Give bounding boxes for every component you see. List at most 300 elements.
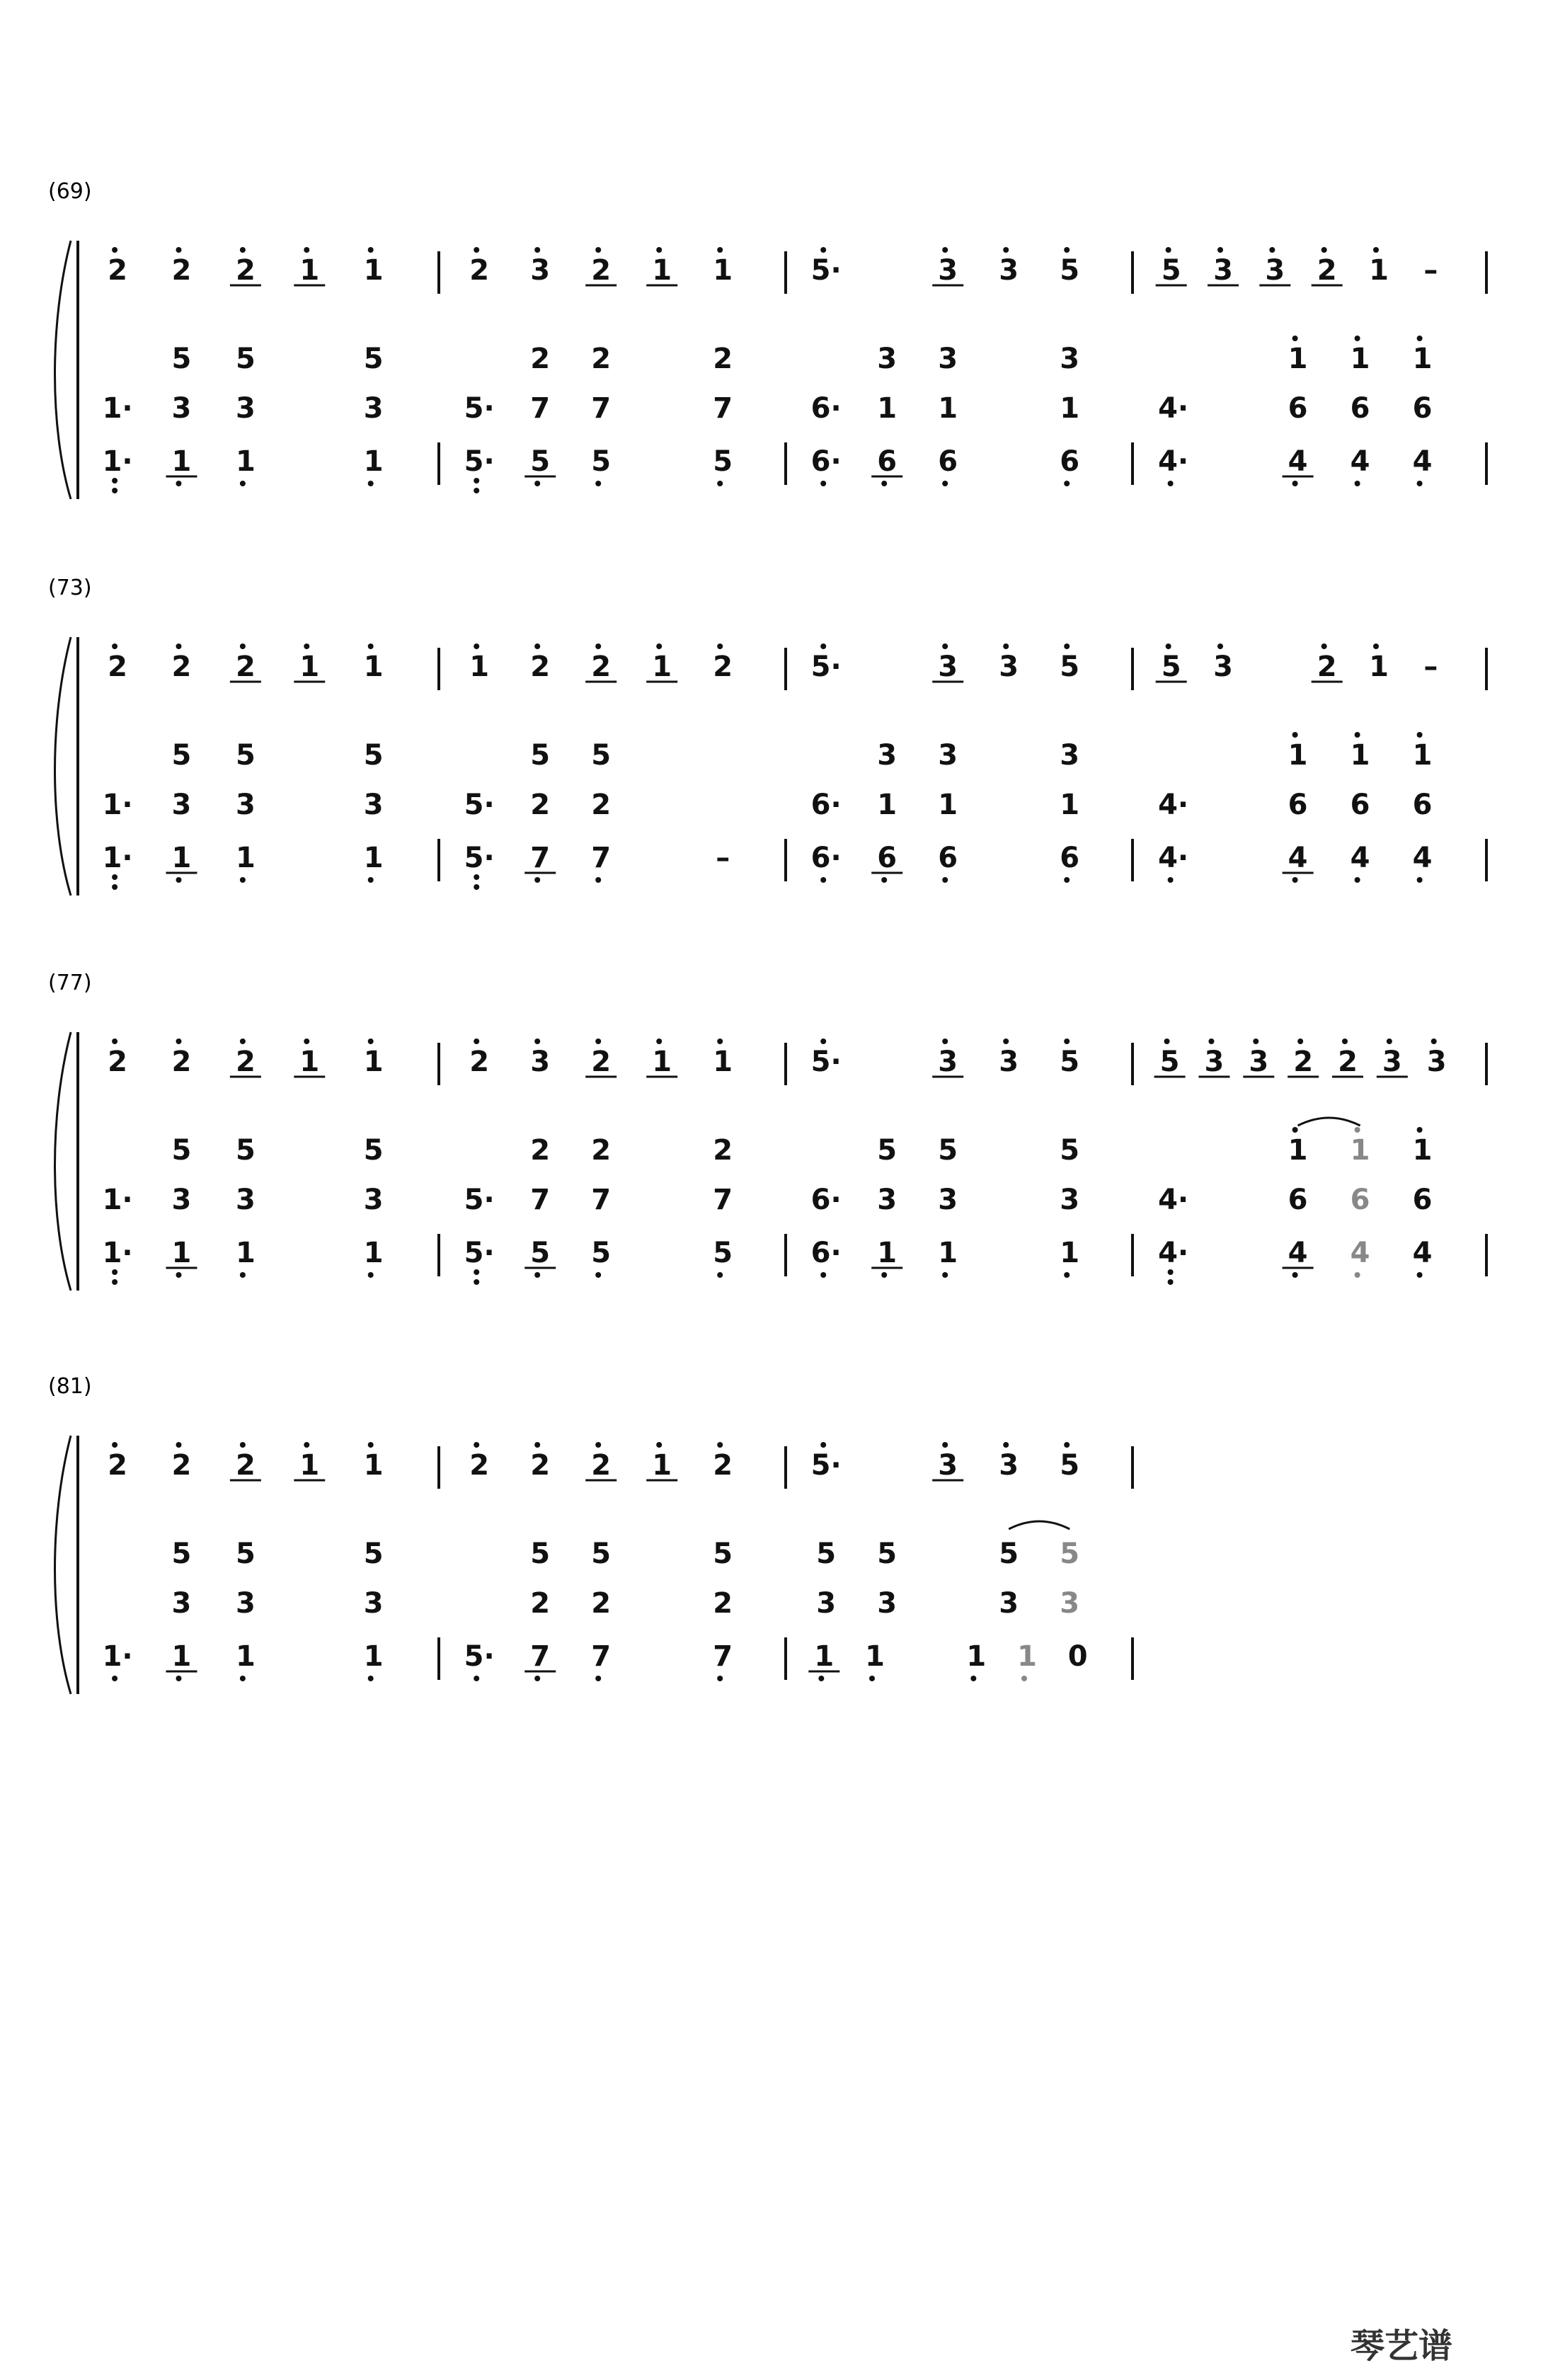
- note: 2: [530, 1587, 551, 1620]
- octave-dot: [474, 247, 479, 253]
- octave-dot: [240, 1676, 246, 1681]
- note: 3: [877, 739, 898, 772]
- octave-dot: [112, 1279, 117, 1285]
- note: 1: [469, 651, 490, 683]
- octave-dot: [240, 1272, 246, 1278]
- octave-dot: [595, 877, 601, 883]
- octave-dot: [820, 1039, 826, 1044]
- octave-dot: [176, 1442, 181, 1448]
- octave-dot: [1208, 1039, 1214, 1044]
- note: 3: [1060, 1184, 1080, 1216]
- note: 5: [235, 739, 256, 772]
- note: 1: [652, 254, 672, 287]
- octave-dot: [1064, 247, 1070, 253]
- note: 1·: [102, 842, 133, 874]
- note: 2: [235, 1046, 256, 1078]
- note: 4·: [1158, 1237, 1189, 1269]
- octave-dot: [942, 643, 948, 649]
- note: 5·: [464, 789, 495, 821]
- logo: [1351, 2326, 1452, 2366]
- note: 1: [171, 1237, 192, 1269]
- octave-dot: [368, 481, 374, 486]
- octave-dot: [112, 1269, 117, 1275]
- note: 3: [1382, 1046, 1402, 1078]
- note: 5: [591, 1538, 612, 1570]
- note: 3: [530, 1046, 551, 1078]
- octave-dot: [869, 1676, 875, 1681]
- note: 3: [877, 1587, 898, 1620]
- note: 2: [469, 254, 490, 287]
- note: 2: [108, 651, 128, 683]
- note: 5·: [464, 1640, 495, 1673]
- octave-dot: [304, 643, 309, 649]
- note: 2: [530, 1449, 551, 1482]
- note: 3: [877, 343, 898, 375]
- note: 5·: [464, 842, 495, 874]
- note: 1: [1060, 1237, 1080, 1269]
- note: 6: [1288, 1184, 1308, 1216]
- octave-dot: [304, 247, 309, 253]
- note: 1·: [102, 1237, 133, 1269]
- note: 6: [877, 445, 898, 478]
- system-number: (77): [48, 971, 92, 995]
- note: 1: [1060, 392, 1080, 425]
- note: 4·: [1158, 789, 1189, 821]
- octave-dot: [1373, 643, 1379, 649]
- note: 3: [171, 789, 192, 821]
- note: –: [1423, 651, 1438, 683]
- octave-dot: [1355, 877, 1360, 883]
- octave-dot: [534, 1039, 540, 1044]
- note: 4: [1350, 842, 1370, 874]
- note: 1: [363, 445, 384, 478]
- note: 5: [171, 343, 192, 375]
- octave-dot: [1417, 481, 1423, 486]
- note: 5: [530, 445, 551, 478]
- note: 2: [713, 651, 733, 683]
- note: 2: [235, 651, 256, 683]
- note: 1·: [102, 445, 133, 478]
- note: 2: [469, 1046, 490, 1078]
- note: 6: [1288, 392, 1308, 425]
- brace: [55, 637, 71, 896]
- note: 1: [713, 1046, 733, 1078]
- note: 2: [235, 254, 256, 287]
- octave-dot: [368, 1676, 374, 1681]
- note: 3: [999, 1587, 1019, 1620]
- note: 5: [816, 1538, 837, 1570]
- note: 2: [591, 343, 612, 375]
- note: 0: [1067, 1640, 1088, 1673]
- note: 1: [363, 254, 384, 287]
- note: 2: [591, 254, 612, 287]
- note: 7: [530, 1184, 551, 1216]
- note: 4·: [1158, 842, 1189, 874]
- note: 4: [1288, 1237, 1308, 1269]
- brace: [55, 241, 71, 499]
- note: 6: [1060, 445, 1080, 478]
- note: 6·: [810, 789, 842, 821]
- note: 7: [713, 1184, 733, 1216]
- note: 2: [591, 1449, 612, 1482]
- note: 1·: [102, 392, 133, 425]
- note: 3: [363, 1184, 384, 1216]
- note: 5: [591, 739, 612, 772]
- note: 5: [530, 1237, 551, 1269]
- note: 3: [938, 254, 958, 287]
- note: 6: [1060, 842, 1080, 874]
- note: 5: [1060, 254, 1080, 287]
- octave-dot: [656, 1039, 662, 1044]
- note: 1: [299, 651, 320, 683]
- note: 7: [713, 392, 733, 425]
- note: 1: [652, 1046, 672, 1078]
- octave-dot: [1292, 877, 1298, 883]
- octave-dot: [1064, 643, 1070, 649]
- octave-dot: [112, 247, 117, 253]
- note: 2: [530, 1134, 551, 1167]
- note: 3: [877, 1184, 898, 1216]
- octave-dot: [474, 884, 479, 890]
- note: 2: [1317, 254, 1337, 287]
- note: 1: [171, 842, 192, 874]
- system-number: (73): [48, 576, 92, 600]
- octave-dot: [474, 1269, 479, 1275]
- note: 1·: [102, 1184, 133, 1216]
- octave-dot: [1417, 336, 1423, 341]
- note: 1: [814, 1640, 835, 1673]
- octave-dot: [112, 1676, 117, 1681]
- note: 2: [108, 1449, 128, 1482]
- note: 6: [1350, 392, 1370, 425]
- note: 5: [1161, 254, 1181, 287]
- note: 1: [877, 789, 898, 821]
- note: 5·: [810, 1046, 842, 1078]
- octave-dot: [1003, 247, 1009, 253]
- octave-dot: [176, 1272, 181, 1278]
- note: 1: [235, 842, 256, 874]
- octave-dot: [240, 247, 246, 253]
- octave-dot: [970, 1676, 976, 1681]
- note: 6: [1412, 1184, 1433, 1216]
- octave-dot: [820, 877, 826, 883]
- note: 6: [1412, 392, 1433, 425]
- octave-dot: [656, 247, 662, 253]
- note: 1: [363, 651, 384, 683]
- octave-dot: [1355, 732, 1360, 738]
- octave-dot: [474, 1676, 479, 1681]
- note: 6: [1288, 789, 1308, 821]
- octave-dot: [656, 643, 662, 649]
- note: 1: [235, 1237, 256, 1269]
- note: 1: [363, 842, 384, 874]
- octave-dot: [534, 877, 540, 883]
- octave-dot: [1166, 643, 1171, 649]
- octave-dot: [1355, 481, 1360, 486]
- note: 5·: [464, 1237, 495, 1269]
- octave-dot: [1355, 1127, 1360, 1133]
- note: 1: [1412, 343, 1433, 375]
- note: 3: [1265, 254, 1285, 287]
- note: 1: [363, 1640, 384, 1673]
- note: 3: [816, 1587, 837, 1620]
- octave-dot: [1003, 1442, 1009, 1448]
- note: 5·: [810, 651, 842, 683]
- octave-dot: [474, 1442, 479, 1448]
- octave-dot: [1342, 1039, 1348, 1044]
- note: 1: [235, 445, 256, 478]
- note: 5: [363, 343, 384, 375]
- octave-dot: [1164, 1039, 1170, 1044]
- note: 5: [1161, 651, 1181, 683]
- octave-dot: [595, 1272, 601, 1278]
- octave-dot: [1064, 1442, 1070, 1448]
- octave-dot: [1217, 247, 1223, 253]
- note: 3: [999, 1046, 1019, 1078]
- note: 1: [713, 254, 733, 287]
- octave-dot: [176, 643, 181, 649]
- octave-dot: [1321, 247, 1327, 253]
- octave-dot: [717, 1272, 723, 1278]
- octave-dot: [240, 643, 246, 649]
- note: 1: [1060, 789, 1080, 821]
- note: 3: [530, 254, 551, 287]
- octave-dot: [595, 481, 601, 486]
- octave-dot: [1417, 1127, 1423, 1133]
- octave-dot: [717, 1039, 723, 1044]
- octave-dot: [1064, 481, 1070, 486]
- note: 6·: [810, 1237, 842, 1269]
- octave-dot: [595, 247, 601, 253]
- octave-dot: [240, 877, 246, 883]
- note: 5: [1060, 1449, 1080, 1482]
- octave-dot: [534, 643, 540, 649]
- octave-dot: [820, 247, 826, 253]
- note: 1: [171, 445, 192, 478]
- octave-dot: [942, 1272, 948, 1278]
- octave-dot: [1168, 877, 1174, 883]
- note: 3: [999, 651, 1019, 683]
- note: 2: [1338, 1046, 1358, 1078]
- note: 5: [713, 1237, 733, 1269]
- note: 1: [1369, 651, 1389, 683]
- note: 2: [591, 1587, 612, 1620]
- note: 2: [171, 1046, 192, 1078]
- note: 2: [713, 1134, 733, 1167]
- note: 3: [938, 343, 958, 375]
- note: 3: [171, 1587, 192, 1620]
- octave-dot: [942, 1039, 948, 1044]
- system-number: (81): [48, 1374, 92, 1399]
- note: 2: [1293, 1046, 1314, 1078]
- note: 1: [938, 789, 958, 821]
- note: 3: [363, 392, 384, 425]
- octave-dot: [176, 247, 181, 253]
- octave-dot: [1269, 247, 1275, 253]
- octave-dot: [595, 643, 601, 649]
- note: 4: [1288, 842, 1308, 874]
- octave-dot: [1292, 336, 1298, 341]
- note: 7: [591, 392, 612, 425]
- note: 1: [299, 1449, 320, 1482]
- octave-dot: [534, 481, 540, 486]
- note: 2: [235, 1449, 256, 1482]
- note: 5: [530, 1538, 551, 1570]
- note: 1: [1288, 739, 1308, 772]
- note: 3: [363, 789, 384, 821]
- note: 2: [171, 651, 192, 683]
- note: 3: [999, 254, 1019, 287]
- octave-dot: [1168, 481, 1174, 486]
- brace: [55, 1032, 71, 1291]
- octave-dot: [1003, 1039, 1009, 1044]
- note: 7: [591, 842, 612, 874]
- octave-dot: [881, 481, 887, 486]
- note: 5: [1159, 1046, 1180, 1078]
- octave-dot: [176, 1039, 181, 1044]
- octave-dot: [942, 247, 948, 253]
- note: 5: [363, 739, 384, 772]
- octave-dot: [112, 478, 117, 484]
- note: 4: [1412, 445, 1433, 478]
- note: 2: [171, 1449, 192, 1482]
- note: 2: [591, 789, 612, 821]
- octave-dot: [368, 643, 374, 649]
- note: 1: [877, 392, 898, 425]
- note: 5: [235, 1134, 256, 1167]
- note: –: [716, 842, 730, 874]
- octave-dot: [1292, 481, 1298, 486]
- note: 6: [1412, 789, 1433, 821]
- octave-dot: [474, 874, 479, 880]
- octave-dot: [368, 1272, 374, 1278]
- octave-dot: [1297, 1039, 1303, 1044]
- octave-dot: [942, 1442, 948, 1448]
- octave-dot: [534, 1442, 540, 1448]
- octave-dot: [112, 488, 117, 493]
- note: 6·: [810, 842, 842, 874]
- octave-dot: [474, 478, 479, 484]
- note: 3: [235, 1587, 256, 1620]
- octave-dot: [820, 1272, 826, 1278]
- octave-dot: [595, 1039, 601, 1044]
- octave-dot: [1064, 1039, 1070, 1044]
- note: 4: [1412, 842, 1433, 874]
- note: 1: [1369, 254, 1389, 287]
- octave-dot: [717, 643, 723, 649]
- note: 1: [1288, 343, 1308, 375]
- octave-dot: [1292, 1272, 1298, 1278]
- note: 3: [938, 739, 958, 772]
- octave-dot: [1168, 1269, 1174, 1275]
- note: –: [1423, 254, 1438, 287]
- note: 5: [938, 1134, 958, 1167]
- note: 2: [108, 254, 128, 287]
- octave-dot: [1373, 247, 1379, 253]
- octave-dot: [368, 1442, 374, 1448]
- note: 1: [1412, 739, 1433, 772]
- note: 5: [171, 1134, 192, 1167]
- note: 7: [713, 1640, 733, 1673]
- note: 2: [591, 1134, 612, 1167]
- note: 2: [108, 1046, 128, 1078]
- note: 6·: [810, 445, 842, 478]
- octave-dot: [942, 481, 948, 486]
- octave-dot: [474, 488, 479, 493]
- note: 1: [363, 1449, 384, 1482]
- note: 5: [171, 739, 192, 772]
- note: 4·: [1158, 392, 1189, 425]
- octave-dot: [304, 1039, 309, 1044]
- note: 6: [938, 842, 958, 874]
- note: 1: [966, 1640, 987, 1673]
- octave-dot: [112, 1039, 117, 1044]
- octave-dot: [1417, 1272, 1423, 1278]
- octave-dot: [368, 877, 374, 883]
- octave-dot: [534, 1676, 540, 1681]
- octave-dot: [474, 643, 479, 649]
- note: 3: [938, 1046, 958, 1078]
- note: 1: [938, 1237, 958, 1269]
- note: 1: [865, 1640, 885, 1673]
- note: 5·: [464, 392, 495, 425]
- octave-dot: [1431, 1039, 1437, 1044]
- note: 7: [591, 1184, 612, 1216]
- note: 5: [1060, 1538, 1080, 1570]
- note: 3: [1060, 343, 1080, 375]
- note: 5: [713, 1538, 733, 1570]
- note: 1: [235, 1640, 256, 1673]
- note: 3: [1060, 1587, 1080, 1620]
- note: 6: [1350, 789, 1370, 821]
- note: 2: [1317, 651, 1337, 683]
- octave-dot: [820, 643, 826, 649]
- octave-dot: [595, 1676, 601, 1681]
- note: 6: [877, 842, 898, 874]
- octave-dot: [474, 1039, 479, 1044]
- note: 7: [530, 1640, 551, 1673]
- note: 3: [1060, 739, 1080, 772]
- octave-dot: [1253, 1039, 1259, 1044]
- note: 3: [1213, 254, 1233, 287]
- note: 1·: [102, 1640, 133, 1673]
- note: 5: [999, 1538, 1019, 1570]
- note: 6: [938, 445, 958, 478]
- octave-dot: [368, 247, 374, 253]
- note: 5·: [810, 254, 842, 287]
- note: 1·: [102, 789, 133, 821]
- brace: [55, 1436, 71, 1694]
- note: 4·: [1158, 1184, 1189, 1216]
- note: 1: [877, 1237, 898, 1269]
- octave-dot: [881, 877, 887, 883]
- octave-dot: [820, 1442, 826, 1448]
- note: 3: [171, 1184, 192, 1216]
- note: 2: [171, 254, 192, 287]
- octave-dot: [176, 481, 181, 486]
- note: 3: [999, 1449, 1019, 1482]
- note: 4: [1350, 1237, 1370, 1269]
- octave-dot: [1321, 643, 1327, 649]
- note: 1: [1288, 1134, 1308, 1167]
- note: 1: [1350, 1134, 1370, 1167]
- octave-dot: [240, 1039, 246, 1044]
- note: 3: [235, 392, 256, 425]
- note: 5: [1060, 1046, 1080, 1078]
- note: 3: [235, 1184, 256, 1216]
- note: 5: [171, 1538, 192, 1570]
- note: 3: [1204, 1046, 1225, 1078]
